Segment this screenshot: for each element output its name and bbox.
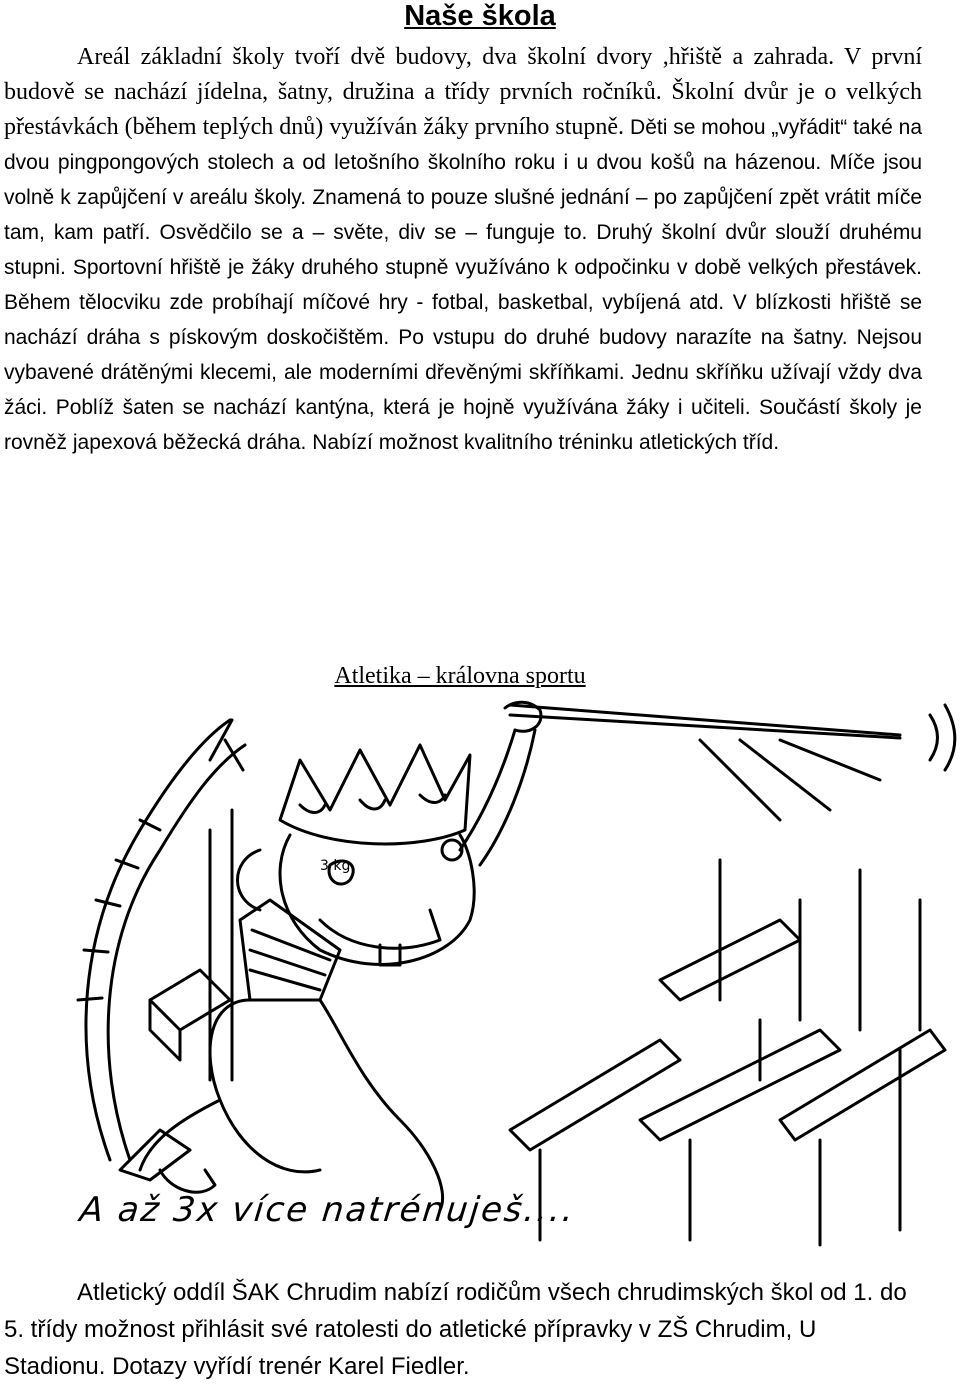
athletics-cartoon-illustration (0, 700, 960, 1260)
article-body (4, 40, 922, 460)
stadium-wall-drawing (78, 720, 245, 1160)
article-text-part-2: Děti se mohou „vyřádit“ také na dvou pingpongových stolech a od letošního školního roku i u dvou košů na házenou. Míče jsou volně k zapůjčení v areálu školy. (4, 116, 922, 209)
crown-drawing (280, 745, 470, 844)
athlete-body-drawing (120, 850, 443, 1210)
page-title: Naše škola (404, 0, 556, 32)
cartoon-caption: A až 3x více natrénuješ.... (77, 1190, 578, 1230)
hurdles-drawing (510, 860, 945, 1245)
footer-announcement: Atletický oddíl ŠAK Chrudim nabízí rodičům všech chrudimských škol od 1. do 5. třídy možnost přihlásit své ratolesti do atletické přípravky v ZŠ Chrudim, U Stadionu. Dotazy vyřídí trenér Karel Fiedler. (4, 1279, 907, 1380)
athlete-head-drawing (280, 835, 474, 965)
section-subtitle: Atletika – královna sportu (334, 663, 586, 689)
shirt-weight-label: 3 kg (320, 858, 351, 874)
javelin-drawing (510, 705, 955, 820)
athlete-arm-drawing (460, 702, 541, 865)
article-text-part-1: Areál základní školy tvoří dvě budovy, dva školní dvory ,hřiště a zahrada. V první budově se nachází jídelna, šatny, družina a třídy prvních ročníků. Školní dvůr je o velkých přestávkách (během teplých dnů) využíván žáky prvního stupně. (4, 44, 922, 140)
article-text-part-3: Znamená to pouze slušné jednání – po zapůjčení zpět vrátit míče tam, kam patří. Osvědčilo se a – světe, div se – funguje to. Druhý školní dvůr slouží druhému stupni. Sportovní hřiště je žáky druhého stupně využíváno k odpočinku v době velkých přestávek. Během tělocviku zde probíhají míčové hry - fotbal, basketbal, vybíjená atd. V blízkosti hřiště se nachází dráha s pískovým doskočištěm. Po vstupu do druhé budovy narazíte na šatny. Nejsou vybavené drátěnými klecemi, ale moderními dřevěnými skříňkami. Jednu skříňku užívají vždy dva žáci. Poblíž šaten se nachází kantýna, která je hojně využívána žáky i učiteli. Součástí školy je rovněž japexová běžecká dráha. Nabízí možnost kvalitního tréninku atletických tříd. (4, 186, 922, 454)
